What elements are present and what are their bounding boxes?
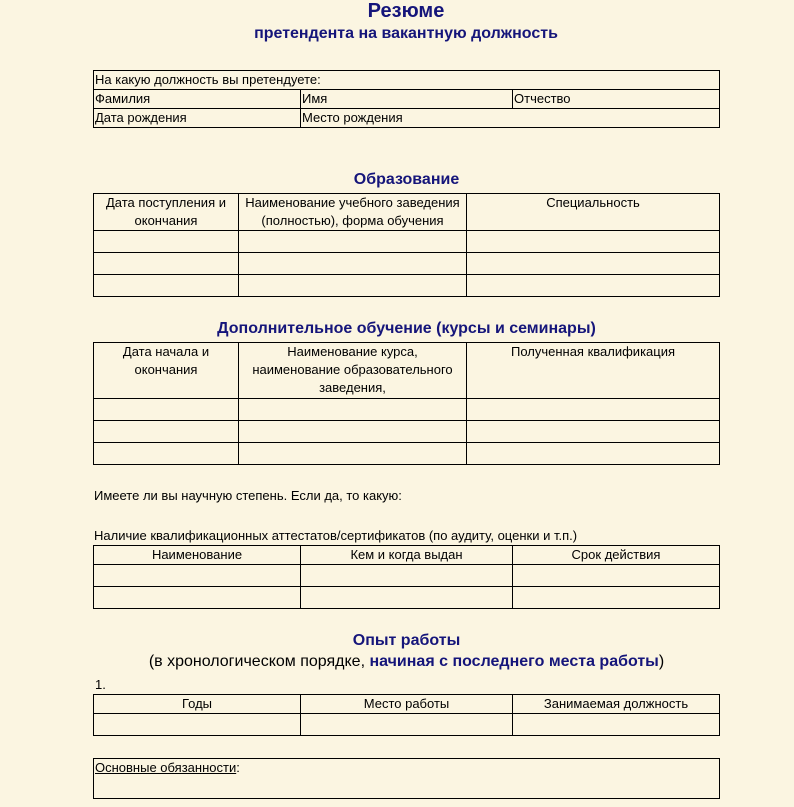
duties-table (93, 758, 720, 799)
table-cell[interactable] (239, 443, 467, 465)
table-cell[interactable] (239, 231, 467, 253)
exp-col-years: Годы (94, 695, 301, 714)
table-cell[interactable] (513, 565, 720, 587)
position-label: На какую должность вы претендуете: (95, 72, 321, 87)
table-cell[interactable] (301, 565, 513, 587)
additional-training-heading: Дополнительное обучение (курсы и семинары) (217, 320, 596, 337)
experience-table (93, 694, 720, 736)
table-cell[interactable] (94, 253, 239, 275)
table-cell[interactable] (513, 587, 720, 609)
birth-place-field[interactable] (301, 109, 720, 128)
experience-subtitle-open: (в хронологическом порядке, (148, 653, 370, 670)
personal-info-table (93, 70, 720, 128)
table-cell[interactable] (467, 275, 720, 297)
table-cell[interactable] (94, 714, 301, 736)
patronymic-field[interactable] (513, 90, 720, 109)
birth-date-field[interactable] (94, 109, 301, 128)
table-cell[interactable] (467, 231, 720, 253)
duties-label: Основные обязанности (95, 760, 237, 775)
table-cell[interactable] (301, 714, 513, 736)
table-cell[interactable] (94, 399, 239, 421)
position-field[interactable] (94, 71, 720, 90)
education-table (93, 193, 720, 297)
table-cell[interactable] (467, 253, 720, 275)
certificates-intro: Наличие квалификационных аттестатов/сертификатов (по аудиту, оценки и т.п.) (94, 528, 578, 543)
surname-label: Фамилия (95, 91, 151, 106)
table-cell[interactable] (467, 421, 720, 443)
table-cell[interactable] (94, 443, 239, 465)
table-cell[interactable] (94, 587, 301, 609)
table-cell[interactable] (94, 421, 239, 443)
birth-place-label: Место рождения (302, 110, 403, 125)
table-cell[interactable] (301, 587, 513, 609)
education-heading: Образование (353, 171, 460, 188)
training-col-dates: Дата начала и окончания (94, 343, 239, 399)
name-label: Имя (302, 91, 328, 106)
training-col-qualification: Полученная квалификация (467, 343, 720, 399)
table-cell[interactable] (94, 565, 301, 587)
experience-subtitle-emphasis: начиная с последнего места работы (369, 653, 659, 670)
cert-col-name: Наименование (94, 546, 301, 565)
additional-training-table (93, 342, 720, 465)
education-col-institution: Наименование учебного заведения (полностью), форма обучения (239, 194, 467, 231)
duties-field[interactable]: Основные обязанности: (94, 759, 720, 799)
table-cell[interactable] (94, 275, 239, 297)
degree-question: Имеете ли вы научную степень. Если да, то какую: (94, 488, 402, 503)
exp-col-position: Занимаемая должность (513, 695, 720, 714)
education-col-dates: Дата поступления и окончания (94, 194, 239, 231)
experience-subtitle-close: ) (658, 653, 665, 670)
page-subtitle: претендента на вакантную должность (254, 25, 558, 42)
page-title: Резюме (367, 0, 445, 22)
table-cell[interactable] (467, 443, 720, 465)
certificates-table (93, 545, 720, 609)
birth-date-label: Дата рождения (95, 110, 187, 125)
name-field[interactable] (301, 90, 513, 109)
table-cell[interactable] (513, 714, 720, 736)
cert-col-issuer: Кем и когда выдан (301, 546, 513, 565)
experience-subtitle (94, 653, 719, 671)
patronymic-label: Отчество (514, 91, 571, 106)
table-cell[interactable] (94, 231, 239, 253)
surname-field[interactable] (94, 90, 301, 109)
table-cell[interactable] (239, 253, 467, 275)
training-col-course: Наименование курса, наименование образовательного заведения, (239, 343, 467, 399)
table-cell[interactable] (239, 275, 467, 297)
education-col-specialty: Специальность (467, 194, 720, 231)
table-cell[interactable] (239, 421, 467, 443)
table-cell[interactable] (467, 399, 720, 421)
table-cell[interactable] (239, 399, 467, 421)
experience-item-number: 1. (95, 677, 106, 692)
experience-heading: Опыт работы (352, 632, 461, 649)
exp-col-workplace: Место работы (301, 695, 513, 714)
cert-col-validity: Срок действия (513, 546, 720, 565)
